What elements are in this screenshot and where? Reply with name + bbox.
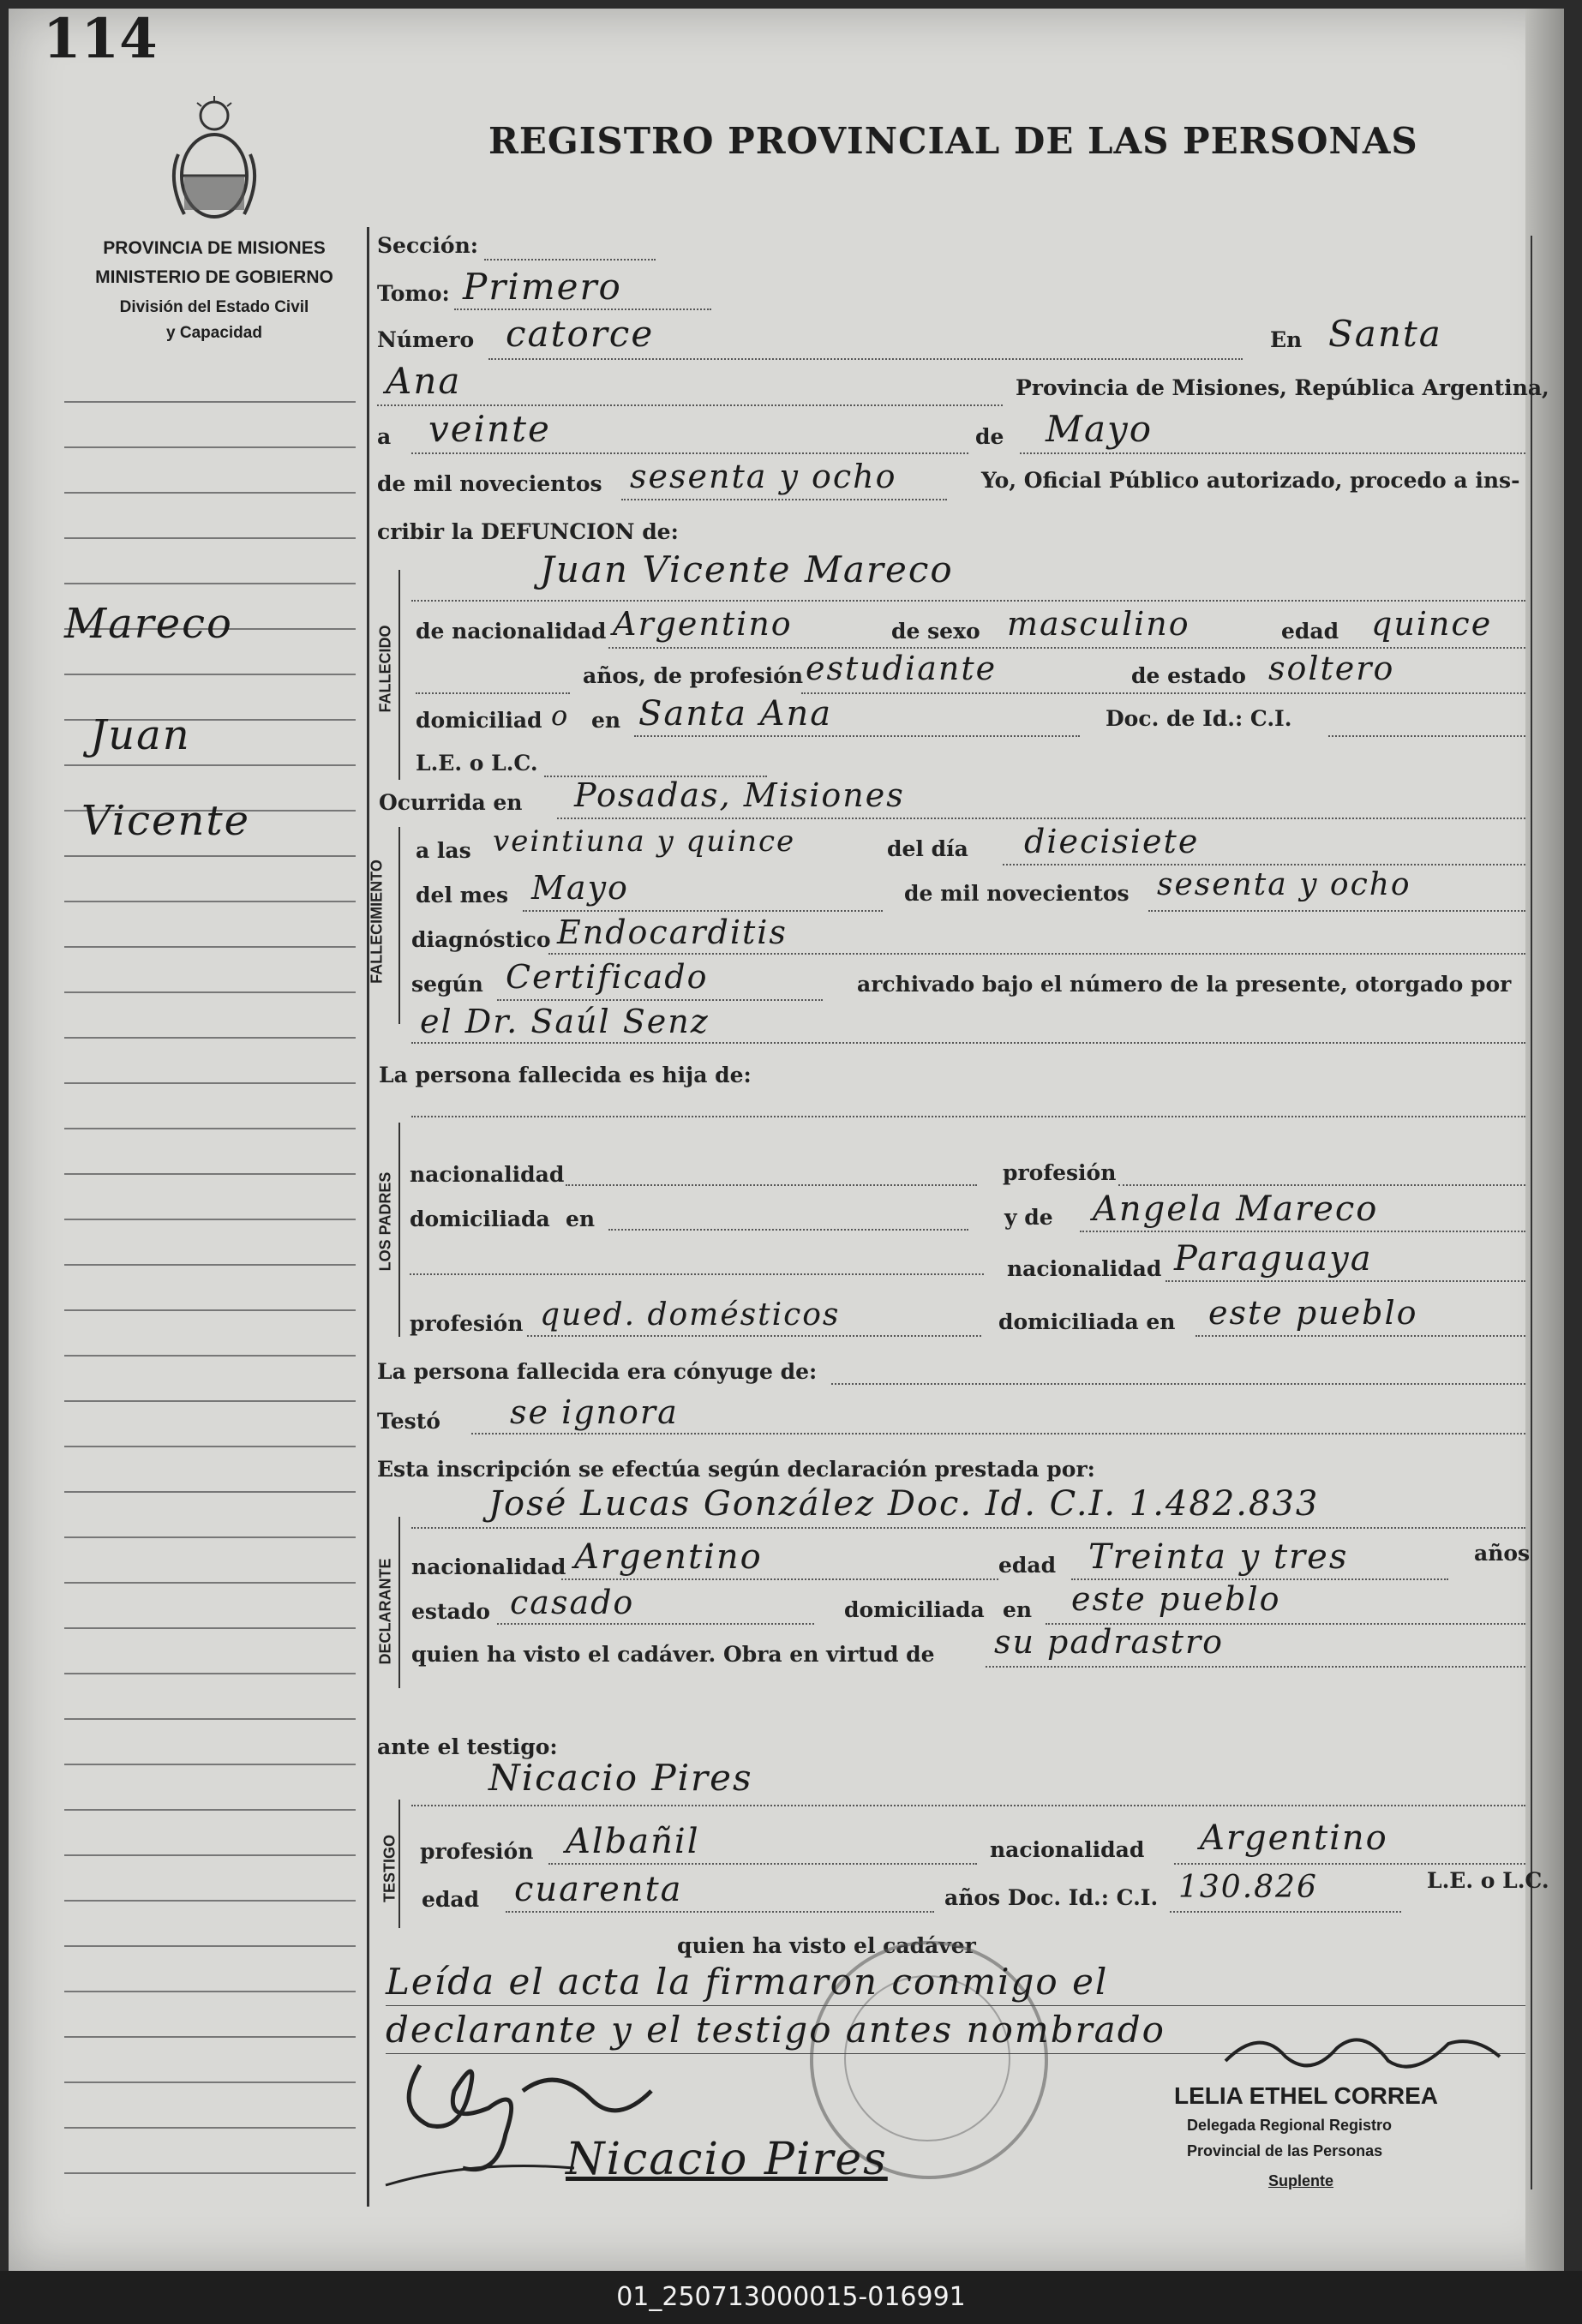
testigo-side-label: TESTIGO bbox=[381, 1835, 398, 1903]
madre-profesion-value: qued. domésticos bbox=[540, 1297, 841, 1333]
madre-nacionalidad-line bbox=[1166, 1280, 1525, 1282]
footer-id: 01_250713000015-016991 bbox=[0, 2271, 1582, 2324]
edad-value: quince bbox=[1371, 605, 1493, 643]
testigo-profesion-value: Albañil bbox=[566, 1822, 700, 1861]
declarante-nacionalidad-line bbox=[561, 1578, 998, 1580]
numero-label: Número bbox=[377, 327, 475, 352]
testigo-edad-line bbox=[506, 1911, 934, 1913]
official-signature bbox=[1208, 2018, 1517, 2087]
margin-rule-line bbox=[64, 855, 356, 857]
margin-rule-line bbox=[64, 1128, 356, 1129]
en-value: Santa bbox=[1328, 313, 1442, 355]
estado-value: soltero bbox=[1268, 650, 1395, 687]
fallecido-name-line bbox=[411, 600, 1525, 602]
testigo-nacionalidad-line bbox=[1174, 1863, 1525, 1865]
declarante-nacionalidad-label: nacionalidad bbox=[411, 1554, 566, 1579]
testigo-name-line bbox=[411, 1805, 1525, 1806]
fallecimiento-side-label: FALLECIMIENTO bbox=[368, 860, 386, 984]
domicilio-value: Santa Ana bbox=[638, 694, 833, 734]
conyuge-label: La persona fallecida era cónyuge de: bbox=[377, 1359, 818, 1384]
padres-side-label: LOS PADRES bbox=[376, 1171, 394, 1272]
segun-value: Certificado bbox=[506, 958, 709, 996]
medico-value: el Dr. Saúl Senz bbox=[420, 1003, 710, 1040]
tomo-value: Primero bbox=[463, 266, 622, 308]
declarante-visto-line bbox=[986, 1666, 1525, 1668]
declarante-visto-value: su padrastro bbox=[994, 1623, 1224, 1661]
fallecido-side-label: FALLECIDO bbox=[376, 625, 394, 713]
testigo-edad-value: cuarenta bbox=[514, 1870, 683, 1909]
oficial-text: Yo, Oficial Público autorizado, procedo a ins- bbox=[981, 468, 1520, 493]
margin-rule-line bbox=[64, 1536, 356, 1538]
conyuge-line bbox=[831, 1383, 1525, 1385]
margin-rule-line bbox=[64, 446, 356, 448]
margin-rule-line bbox=[64, 946, 356, 948]
testigo-doc-label: años Doc. Id.: C.I. bbox=[944, 1885, 1159, 1910]
diagnostico-line bbox=[548, 953, 1525, 955]
declarante-edad-label: edad bbox=[998, 1553, 1057, 1578]
margin-middle-name: Vicente bbox=[81, 797, 251, 845]
padre-nacionalidad-line bbox=[566, 1184, 977, 1186]
anos-label: años, de profesión bbox=[583, 663, 804, 688]
margin-rule-line bbox=[64, 1491, 356, 1493]
ocurrida-value: Posadas, Misiones bbox=[574, 776, 905, 814]
official-name: LELIA ETHEL CORREA bbox=[1174, 2082, 1439, 2109]
madre-domicilio-value: este pueblo bbox=[1208, 1294, 1418, 1332]
testigo-signature: Nicacio Pires bbox=[566, 2134, 888, 2185]
testigo-le-label: L.E. o L.C. bbox=[1427, 1868, 1549, 1893]
padre-nacionalidad-label: nacionalidad bbox=[410, 1162, 565, 1187]
declaracion-text: Esta inscripción se efectúa según declaración prestada por: bbox=[377, 1457, 1095, 1482]
mes-label: del mes bbox=[416, 883, 509, 907]
official-role-3: Suplente bbox=[1268, 2172, 1334, 2189]
closing-line-2: declarante y el testigo antes nombrado bbox=[386, 2009, 1166, 2051]
testo-line bbox=[471, 1433, 1525, 1435]
document-page bbox=[9, 9, 1564, 2271]
domicilio-en-label: en bbox=[591, 708, 621, 733]
diagnostico-label: diagnóstico bbox=[411, 927, 551, 952]
margin-rule-line bbox=[64, 1991, 356, 1992]
de-label: de bbox=[975, 424, 1004, 449]
fallecimiento-anio-value: sesenta y ocho bbox=[1157, 867, 1411, 902]
anos-line bbox=[416, 692, 570, 694]
declarante-estado-label: estado bbox=[411, 1599, 490, 1624]
segun-label: según bbox=[411, 972, 483, 997]
tomo-label: Tomo: bbox=[377, 281, 450, 306]
madre-line bbox=[1080, 1231, 1525, 1232]
closing-line-1: Leída el acta la firmaron conmigo el bbox=[386, 1961, 1109, 2003]
closing-line-1-rule bbox=[386, 2005, 1525, 2006]
padre-extra-line bbox=[410, 1273, 984, 1275]
mil-label: de mil novecientos bbox=[377, 471, 602, 496]
margin-rule-line bbox=[64, 1809, 356, 1811]
official-role-2: Provincial de las Personas bbox=[1187, 2142, 1383, 2159]
archivado-text: archivado bajo el número de la presente, otorgado por bbox=[857, 972, 1512, 997]
page-title: REGISTRO PROVINCIAL DE LAS PERSONAS bbox=[488, 120, 1418, 162]
testigo-nacionalidad-value: Argentino bbox=[1200, 1818, 1388, 1858]
declarante-bracket bbox=[398, 1517, 400, 1688]
org-province: PROVINCIA DE MISIONES bbox=[103, 238, 326, 258]
testigo-profesion-line bbox=[548, 1863, 977, 1865]
page-number: 114 bbox=[43, 9, 158, 71]
margin-rule-line bbox=[64, 1764, 356, 1765]
testigo-edad-label: edad bbox=[422, 1887, 480, 1912]
margin-rule-line bbox=[64, 1718, 356, 1720]
testo-label: Testó bbox=[377, 1409, 440, 1434]
padre-profesion-label: profesión bbox=[1003, 1160, 1117, 1185]
margin-rule-line bbox=[64, 1627, 356, 1629]
margin-rule-line bbox=[64, 674, 356, 675]
declarante-domicilio-value: este pueblo bbox=[1071, 1580, 1281, 1618]
margin-rule-line bbox=[64, 991, 356, 993]
le-label: L.E. o L.C. bbox=[416, 751, 538, 776]
padre-domiciliada-label: domiciliada bbox=[410, 1207, 550, 1231]
segun-line bbox=[497, 999, 823, 1001]
fallecimiento-bracket bbox=[398, 827, 400, 1024]
padres-bracket bbox=[398, 1123, 400, 1337]
doc-label: Doc. de Id.: C.I. bbox=[1106, 706, 1292, 731]
declarante-edad-value: Treinta y tres bbox=[1088, 1537, 1349, 1577]
padre-name-line bbox=[411, 1116, 1525, 1117]
mes-value: Mayo bbox=[1046, 408, 1154, 450]
lugar-line bbox=[377, 404, 1003, 406]
mes-fallecimiento-line bbox=[523, 910, 883, 912]
dia-fallecimiento-line bbox=[1003, 864, 1525, 866]
domicilio-suffix: o bbox=[551, 699, 570, 732]
margin-rule-line bbox=[64, 1673, 356, 1674]
madre-domiciliada-label: domiciliada en bbox=[998, 1309, 1176, 1334]
margin-rule-line bbox=[64, 492, 356, 494]
margin-rule-line bbox=[64, 901, 356, 902]
dia-value: veinte bbox=[428, 408, 551, 450]
margin-rule-line bbox=[64, 1219, 356, 1220]
diagnostico-value: Endocarditis bbox=[557, 913, 788, 951]
ocurrida-line bbox=[557, 818, 1525, 819]
dia-line bbox=[411, 452, 968, 454]
nacionalidad-value: Argentino bbox=[613, 605, 793, 643]
official-role-1: Delegada Regional Registro bbox=[1187, 2117, 1393, 2134]
horas-label: a las bbox=[416, 838, 471, 863]
margin-rule-line bbox=[64, 401, 356, 403]
fallecimiento-dia-value: diecisiete bbox=[1024, 823, 1200, 860]
declarante-side-label: DECLARANTE bbox=[376, 1558, 394, 1665]
margin-rule-line bbox=[64, 1446, 356, 1447]
margin-rule-line bbox=[64, 1582, 356, 1584]
numero-line bbox=[488, 358, 1243, 360]
declarante-domiciliada-label: domiciliada bbox=[844, 1597, 985, 1622]
tomo-line bbox=[454, 308, 711, 310]
org-capacity: y Capacidad bbox=[166, 324, 262, 342]
medico-line bbox=[411, 1042, 1525, 1044]
margin-given-name: Juan bbox=[90, 711, 191, 759]
testigo-profesion-label: profesión bbox=[420, 1839, 534, 1864]
testigo-name: Nicacio Pires bbox=[488, 1757, 753, 1799]
padre-domicilio-line bbox=[608, 1229, 968, 1231]
fallecido-bracket bbox=[398, 570, 400, 780]
lugar-value: Ana bbox=[386, 360, 462, 402]
sexo-label: de sexo bbox=[891, 619, 980, 644]
declarante-estado-value: casado bbox=[510, 1584, 635, 1621]
margin-rule-line bbox=[64, 1945, 356, 1947]
madre-profesion-line bbox=[527, 1335, 981, 1337]
right-rule bbox=[1531, 236, 1532, 2189]
margin-rule bbox=[367, 227, 369, 2207]
margin-rule-line bbox=[64, 2172, 356, 2174]
declarante-visto-text: quien ha visto el cadáver. Obra en virtud de bbox=[411, 1642, 935, 1667]
testo-value: se ignora bbox=[510, 1393, 679, 1431]
margin-rule-line bbox=[64, 2036, 356, 2038]
sexo-value: masculino bbox=[1007, 605, 1190, 643]
yde-label: y de bbox=[1004, 1205, 1053, 1230]
testigo-doc-line bbox=[1170, 1911, 1401, 1913]
org-division: División del Estado Civil bbox=[119, 298, 309, 316]
nacionalidad-label: de nacionalidad bbox=[416, 619, 607, 644]
estado-label: de estado bbox=[1131, 663, 1246, 688]
margin-rule-line bbox=[64, 1264, 356, 1266]
declarante-nacionalidad-value: Argentino bbox=[574, 1537, 763, 1577]
testigo-doc-value: 130.826 bbox=[1178, 1870, 1318, 1905]
provincia-text: Provincia de Misiones, República Argentina, bbox=[1016, 375, 1549, 400]
madre-value: Angela Mareco bbox=[1093, 1189, 1379, 1229]
declarante-en-label: en bbox=[1003, 1597, 1033, 1622]
domicilio-label: domiciliad bbox=[416, 708, 542, 733]
declarante-anos-label: años bbox=[1474, 1541, 1531, 1566]
en-label: En bbox=[1270, 327, 1303, 352]
fallecido-name: Juan Vicente Mareco bbox=[540, 548, 954, 590]
margin-rule-line bbox=[64, 537, 356, 539]
nacionalidad-line bbox=[608, 647, 1525, 649]
margin-rule-line bbox=[64, 1037, 356, 1039]
fallecimiento-mes-value: Mayo bbox=[531, 869, 629, 907]
padres-intro: La persona fallecida es hija de: bbox=[379, 1063, 752, 1087]
ocurrida-label: Ocurrida en bbox=[379, 790, 523, 815]
margin-rule-line bbox=[64, 583, 356, 584]
a-label: a bbox=[377, 424, 392, 449]
margin-rule-line bbox=[64, 1355, 356, 1357]
anio-line bbox=[621, 499, 947, 500]
numero-value: catorce bbox=[506, 313, 655, 355]
seccion-line bbox=[484, 259, 656, 261]
dia-label: del día bbox=[887, 836, 968, 861]
anio-value: sesenta y ocho bbox=[630, 458, 897, 495]
margin-rule-line bbox=[64, 1854, 356, 1856]
declarante-estado-line bbox=[497, 1623, 814, 1625]
testigo-intro: ante el testigo: bbox=[377, 1734, 558, 1759]
margin-surname: Mareco bbox=[64, 600, 233, 648]
madre-profesion-label: profesión bbox=[410, 1311, 524, 1336]
inscribir-text: cribir la DEFUNCION de: bbox=[377, 519, 679, 544]
fallecimiento-mil-label: de mil novecientos bbox=[904, 881, 1130, 906]
padre-profesion-line bbox=[1118, 1184, 1525, 1186]
madre-nacionalidad-value: Paraguaya bbox=[1174, 1239, 1373, 1279]
profesion-value: estudiante bbox=[806, 650, 998, 687]
margin-rule-line bbox=[64, 1173, 356, 1175]
margin-rule-line bbox=[64, 2127, 356, 2129]
edad-label: edad bbox=[1281, 619, 1339, 644]
declarante-name: José Lucas González Doc. Id. C.I. 1.482.833 bbox=[488, 1484, 1320, 1524]
coat-of-arms-icon bbox=[163, 94, 266, 223]
margin-rule-line bbox=[64, 2081, 356, 2083]
doc-line bbox=[1328, 735, 1525, 737]
mes-line bbox=[1020, 452, 1525, 454]
padre-en-label: en bbox=[566, 1207, 596, 1231]
margin-rule-line bbox=[64, 764, 356, 766]
org-ministry: MINISTERIO DE GOBIERNO bbox=[95, 267, 333, 287]
anio-fallecimiento-line bbox=[1148, 910, 1525, 912]
domicilio-line bbox=[634, 735, 1080, 737]
horas-value: veintiuna y quince bbox=[493, 824, 796, 859]
testigo-nacionalidad-label: nacionalidad bbox=[990, 1837, 1145, 1862]
madre-domicilio-line bbox=[1195, 1335, 1525, 1337]
margin-rule-line bbox=[64, 1900, 356, 1902]
profesion-line bbox=[801, 692, 1525, 694]
madre-nacionalidad-label: nacionalidad bbox=[1007, 1256, 1162, 1281]
margin-rule-line bbox=[64, 1400, 356, 1402]
seccion-label: Sección: bbox=[377, 233, 478, 258]
declarante-name-line bbox=[411, 1527, 1525, 1529]
margin-rule-line bbox=[64, 1082, 356, 1084]
testigo-visto-text: quien ha visto el cadáver bbox=[677, 1933, 976, 1958]
margin-rule-line bbox=[64, 1309, 356, 1311]
